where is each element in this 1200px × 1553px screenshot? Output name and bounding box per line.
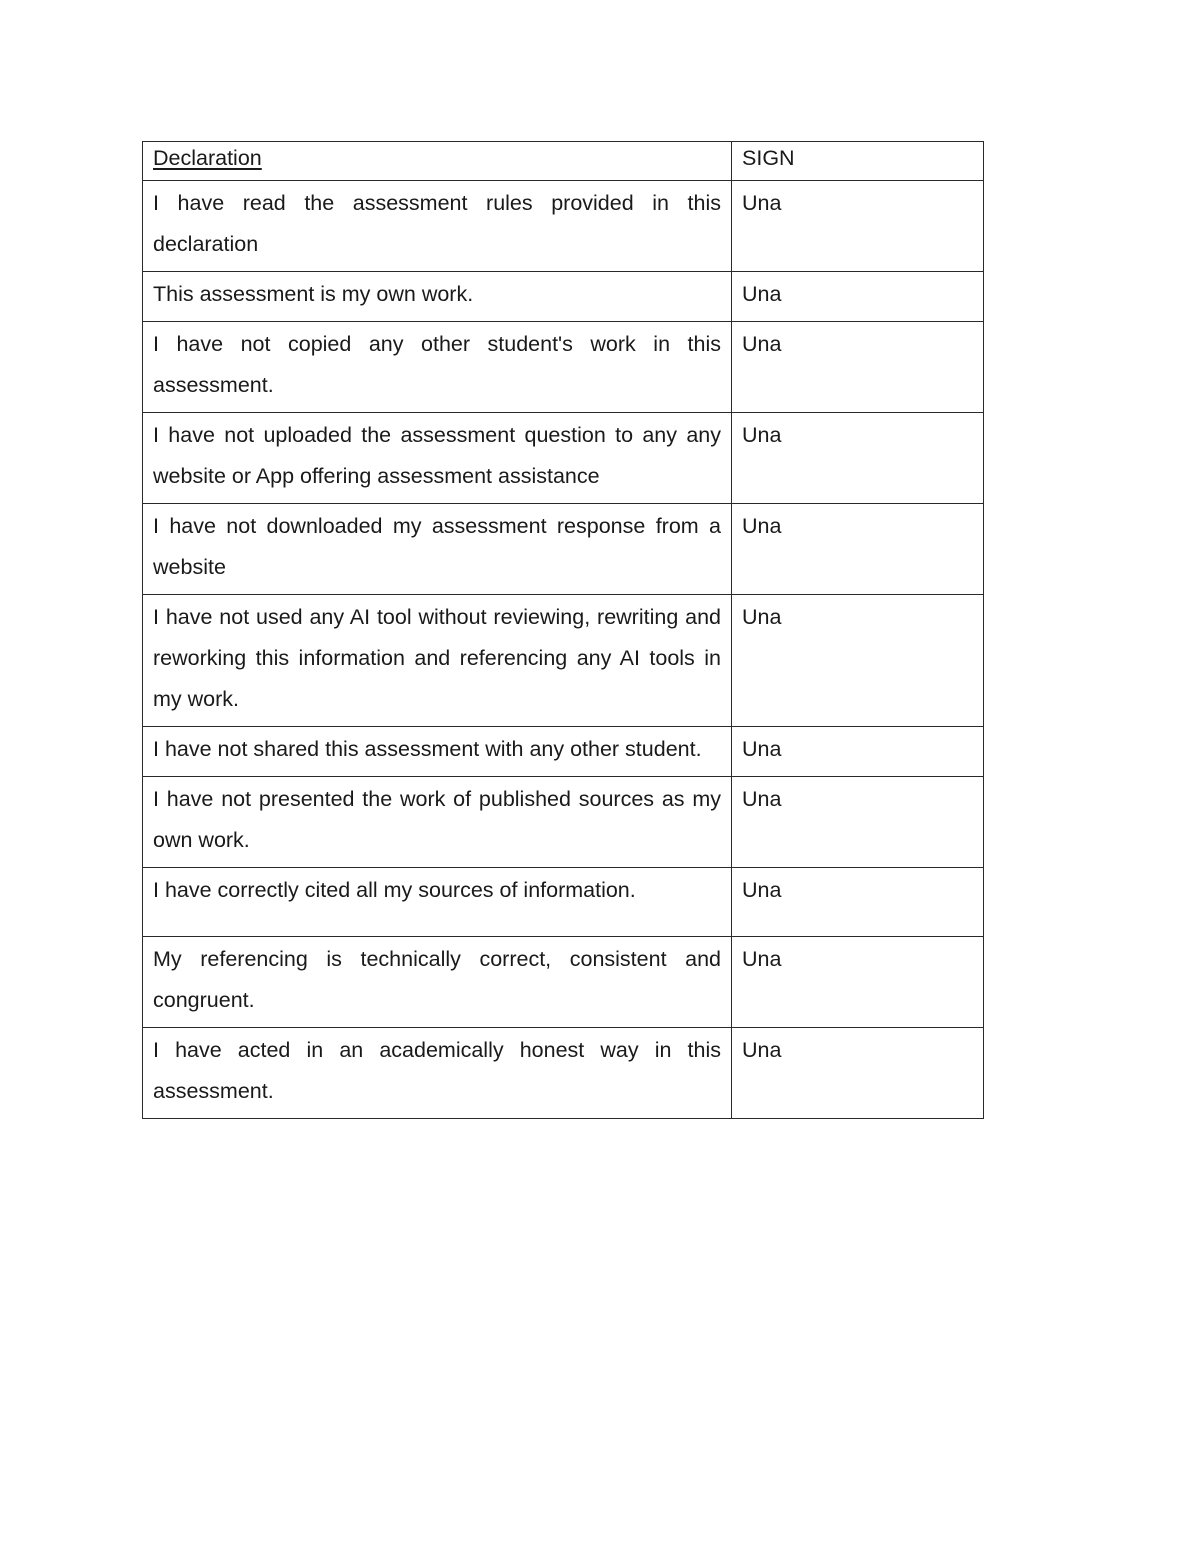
table-row [143,727,984,777]
table-row [143,937,984,1028]
statement-cell: I have read the assessment rules provided in this declaration [143,181,732,272]
table-row [143,272,984,322]
table-row [143,322,984,413]
statement-cell: I have correctly cited all my sources of information. [143,868,732,937]
signature-cell: Una [732,413,984,504]
signature-cell: Una [732,595,984,727]
declaration-header: Declaration [153,146,262,170]
statement-cell: I have not uploaded the assessment question to any any website or App offering assessment assistance [143,413,732,504]
sign-header-cell [732,142,984,181]
statement-cell: This assessment is my own work. [143,272,732,322]
table-row [143,181,984,272]
signature-cell: Una [732,181,984,272]
signature-cell: Una [732,868,984,937]
table-row [143,413,984,504]
statement-cell: I have not shared this assessment with any other student. [143,727,732,777]
statement-cell: I have not downloaded my assessment response from a website [143,504,732,595]
sign-header: SIGN [742,146,795,170]
declaration-table [142,141,984,1119]
table-row [143,868,984,937]
statement-cell: I have acted in an academically honest way in this assessment. [143,1028,732,1119]
statement-cell: I have not used any AI tool without reviewing, rewriting and reworking this information and referencing any AI tools in my work. [143,595,732,727]
signature-cell: Una [732,1028,984,1119]
statement-cell: My referencing is technically correct, consistent and congruent. [143,937,732,1028]
table-row [143,595,984,727]
table-row [143,777,984,868]
statement-cell: I have not copied any other student's work in this assessment. [143,322,732,413]
statement-cell: I have not presented the work of published sources as my own work. [143,777,732,868]
table-row [143,1028,984,1119]
signature-cell: Una [732,322,984,413]
signature-cell: Una [732,937,984,1028]
table-header-row [143,142,984,181]
signature-cell: Una [732,272,984,322]
signature-cell: Una [732,504,984,595]
declaration-header-cell [143,142,732,181]
signature-cell: Una [732,727,984,777]
table-row [143,504,984,595]
signature-cell: Una [732,777,984,868]
